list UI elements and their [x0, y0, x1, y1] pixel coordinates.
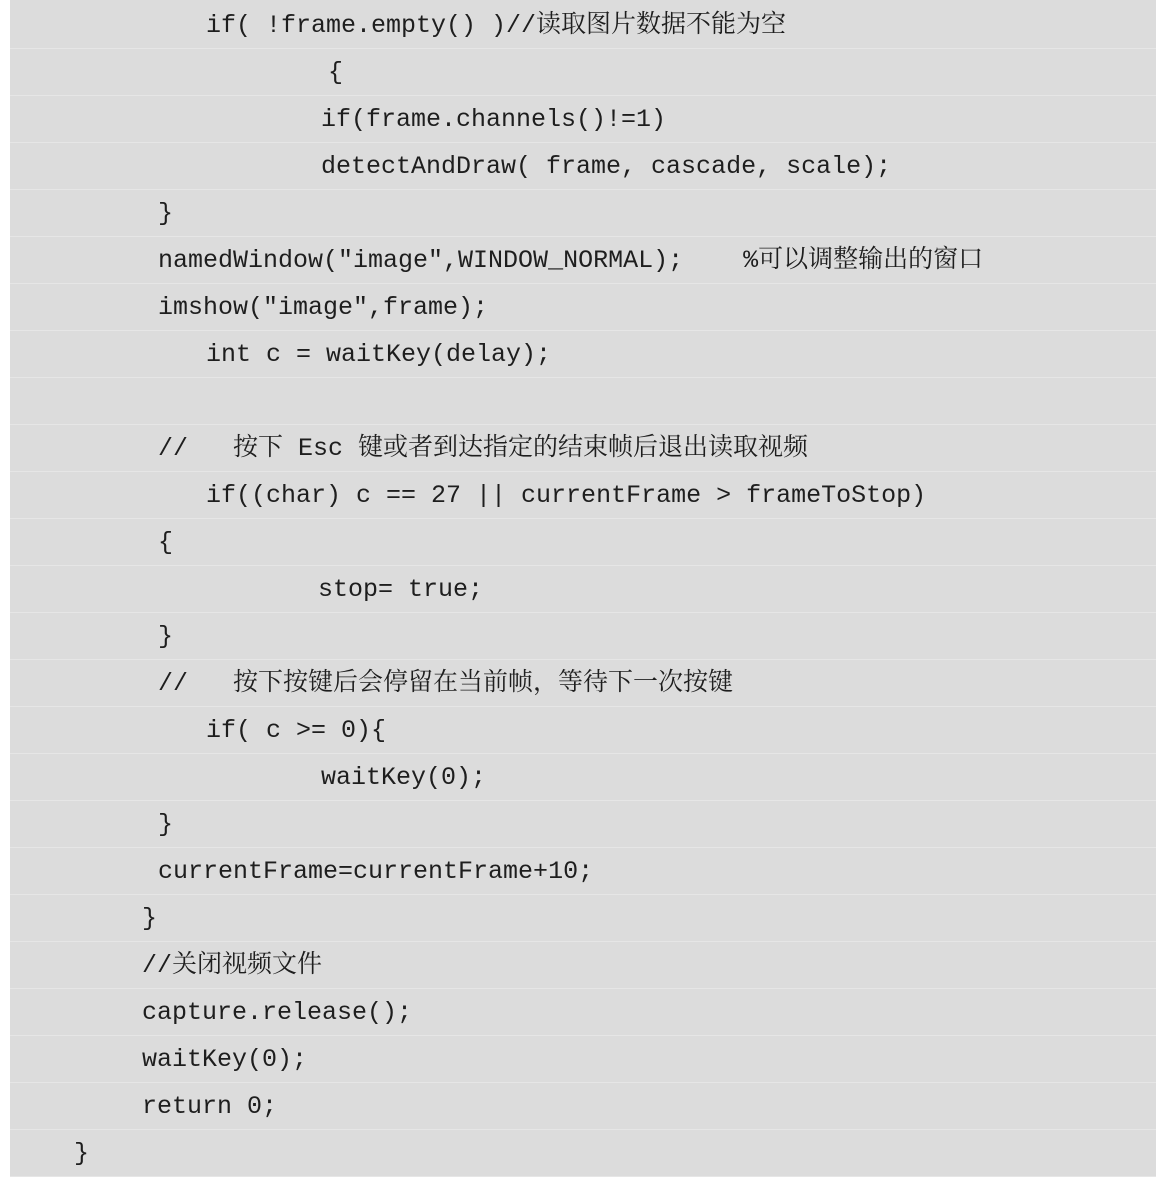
code-line: [10, 1036, 1156, 1083]
code-line: [10, 848, 1156, 895]
code-line: [10, 143, 1156, 190]
code-text: namedWindow("image",WINDOW_NORMAL); %可以调整输出的窗口: [158, 246, 984, 275]
code-text: {: [158, 528, 174, 557]
code-text: // 按下按键后会停留在当前帧，等待下一次按键: [158, 669, 734, 698]
code-text: return 0;: [142, 1092, 278, 1121]
code-text: }: [142, 904, 158, 933]
code-text: currentFrame=currentFrame+10;: [158, 857, 594, 886]
code-line: [10, 754, 1156, 801]
code-text: }: [158, 199, 174, 228]
code-line: [10, 1130, 1156, 1177]
code-line: [10, 96, 1156, 143]
code-text: imshow("image",frame);: [158, 293, 489, 322]
code-text: stop= true;: [318, 575, 484, 604]
code-text: // 按下 Esc 键或者到达指定的结束帧后退出读取视频: [158, 434, 809, 463]
code-text: detectAndDraw( frame, cascade, scale);: [321, 152, 892, 181]
code-text: }: [74, 1139, 90, 1168]
code-text: }: [158, 810, 174, 839]
code-text: {: [328, 58, 344, 87]
code-text: int c = waitKey(delay);: [206, 340, 552, 369]
code-line: [10, 237, 1156, 284]
code-line: [10, 49, 1156, 96]
code-line: [10, 895, 1156, 942]
code-line: [10, 942, 1156, 989]
code-block: [10, 0, 1156, 1177]
code-text: waitKey(0);: [142, 1045, 308, 1074]
code-text: if((char) c == 27 || currentFrame > frameToStop): [206, 481, 927, 510]
code-text: if( c >= 0){: [206, 716, 387, 745]
code-line: [10, 566, 1156, 613]
code-line: [10, 425, 1156, 472]
code-line: [10, 190, 1156, 237]
code-line: [10, 707, 1156, 754]
code-text: }: [158, 622, 174, 651]
code-line: [10, 660, 1156, 707]
code-line: [10, 378, 1156, 425]
code-line: [10, 1083, 1156, 1130]
code-line: [10, 989, 1156, 1036]
code-text: //关闭视频文件: [142, 951, 323, 980]
code-text: if( !frame.empty() )//读取图片数据不能为空: [206, 11, 787, 40]
code-line: [10, 519, 1156, 566]
code-text: capture.release();: [142, 998, 413, 1027]
code-line: [10, 613, 1156, 660]
code-line: [10, 2, 1156, 49]
code-line: [10, 472, 1156, 519]
code-line: [10, 284, 1156, 331]
code-line: [10, 801, 1156, 848]
code-text: if(frame.channels()!=1): [321, 105, 667, 134]
code-text: waitKey(0);: [321, 763, 487, 792]
code-line: [10, 331, 1156, 378]
